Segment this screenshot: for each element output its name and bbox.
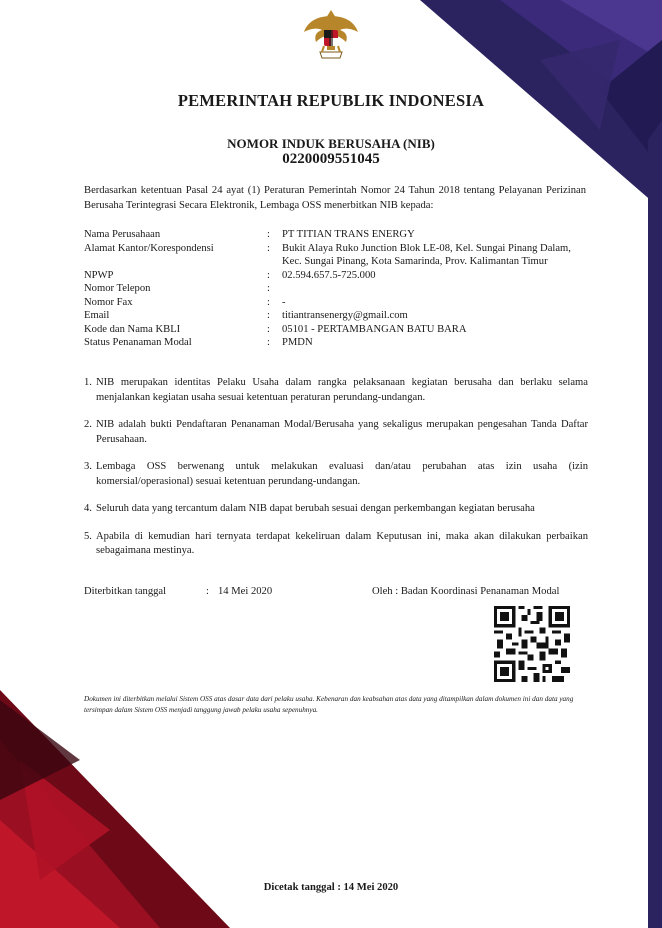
field-value: titiantransenergy@gmail.com (282, 310, 408, 321)
disclaimer: Dokumen ini diterbitkan melalui Sistem OSS atas dasar data dari pelaku usaha. Kebenaran dan keabsahan atas data yang ditampilkan dalam dokumen ini dan data yang tersimpan dalam Sistem OSS menjadi tanggung jawab pelaku usaha sepenuhnya. (84, 695, 574, 714)
note-text: Lembaga OSS berwenang untuk melakukan evaluasi dan/atau perubahan atas izin usaha (izin komersial/operasional) sesuai ketentuan perundang-undangan. (96, 461, 588, 487)
notes-list (84, 376, 588, 559)
note-item (84, 376, 588, 405)
field-colon: : (267, 296, 270, 308)
company-fields (84, 228, 584, 350)
note-item (84, 418, 588, 447)
note-number: 2. (84, 419, 92, 430)
field-row-telepon (84, 282, 584, 296)
field-row-nama-perusahaan (84, 228, 584, 242)
intro-paragraph: Berdasarkan ketentuan Pasal 24 ayat (1) Peraturan Pemerintah Nomor 24 Tahun 2018 tentang Pelayanan Perizinan Berusaha Terintegrasi Secara Elektronik, Lembaga OSS menerbitkan NIB kepada: (84, 185, 586, 211)
field-value: 02.594.657.5-725.000 (282, 269, 376, 281)
field-colon: : (267, 229, 270, 240)
note-text: NIB adalah bukti Pendaftaran Penanaman Modal/Berusaha yang sekaligus merupakan pengesahan Tanda Daftar Perusahaan. (96, 419, 588, 445)
note-text: Apabila di kemudian hari ternyata terdapat kekeliruan dalam Keputusan ini, maka akan dilakukan perbaikan sebagaimana mestinya. (96, 530, 588, 556)
field-row-alamat (84, 242, 584, 269)
field-value: Bukit Alaya Ruko Junction Blok LE-08, Kel. Sungai Pinang Dalam, Kec. Sungai Pinang, Kota Samarinda, Prov. Kalimantan Timur (282, 242, 571, 267)
document-subtitle: NOMOR INDUK BERUSAHA (NIB) (227, 136, 435, 151)
note-text: Seluruh data yang tercantum dalam NIB dapat berubah sesuai dengan perkembangan kegiatan berusaha (96, 503, 535, 514)
field-label: Kode dan Nama KBLI (84, 323, 181, 335)
field-colon: : (267, 337, 270, 348)
issued-colon: : (206, 586, 209, 597)
issued-date-value: 14 Mei 2020 (218, 586, 273, 597)
field-value (282, 282, 572, 296)
field-label: Nomor Telepon (84, 283, 151, 294)
field-label: Nomor Fax (84, 296, 133, 308)
note-number: 5. (84, 530, 92, 542)
issuer: Oleh : Badan Koordinasi Penanaman Modal (372, 586, 560, 597)
field-label: NPWP (84, 269, 114, 281)
note-text: NIB merupakan identitas Pelaku Usaha dalam rangka pelaksanaan kegiatan berusaha dan berlaku selama menjalankan kegiatan usaha sesuai ketentuan peraturan perundang-undangan. (96, 377, 588, 403)
field-value: 05101 - PERTAMBANGAN BATU BARA (282, 323, 467, 335)
field-colon: : (267, 242, 270, 254)
field-label: Email (84, 310, 110, 321)
field-colon: : (267, 310, 270, 321)
note-number: 4. (84, 503, 92, 514)
field-value: PT TITIAN TRANS ENERGY (282, 229, 415, 240)
field-row-email (84, 309, 584, 323)
note-item (84, 530, 588, 559)
field-colon: : (267, 283, 270, 294)
garuda-emblem-icon (300, 6, 362, 68)
field-label: Status Penanaman Modal (84, 337, 192, 348)
page-title: PEMERINTAH REPUBLIK INDONESIA (177, 91, 485, 110)
printed-date: Dicetak tanggal : 14 Mei 2020 (263, 882, 399, 893)
field-row-fax (84, 296, 584, 310)
note-number: 3. (84, 461, 92, 472)
note-number: 1. (84, 377, 92, 388)
field-colon: : (267, 323, 270, 335)
qr-code-icon (494, 606, 570, 682)
note-item (84, 502, 588, 517)
field-row-npwp (84, 269, 584, 283)
field-label: Nama Perusahaan (84, 229, 161, 240)
nib-number: 0220009551045 (282, 151, 380, 167)
field-colon: : (267, 269, 270, 281)
field-label: Alamat Kantor/Korespondensi (84, 242, 214, 254)
issued-label: Diterbitkan tanggal (84, 586, 167, 597)
field-row-kbli (84, 323, 584, 337)
issued-date (84, 586, 272, 597)
field-value: - (282, 296, 286, 308)
note-item (84, 460, 588, 489)
field-value: PMDN (282, 337, 313, 348)
field-row-status (84, 336, 584, 350)
